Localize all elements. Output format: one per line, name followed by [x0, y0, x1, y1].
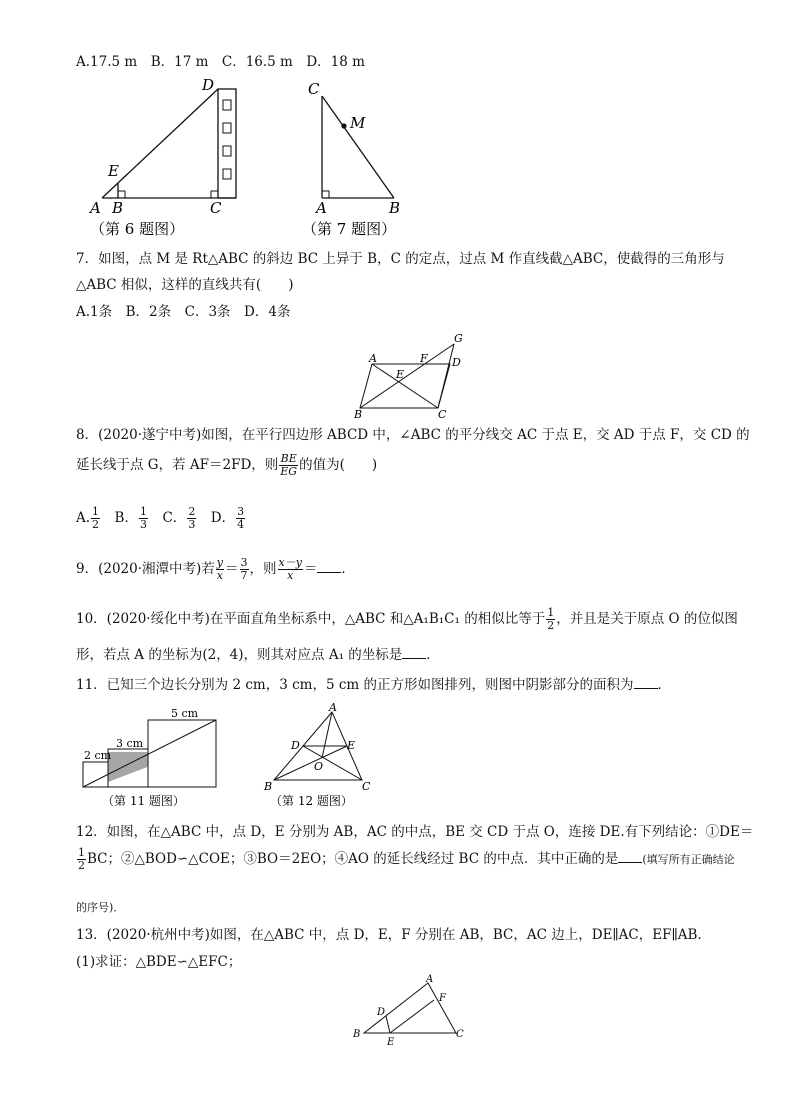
- fig11-label-5cm: 5 cm: [171, 707, 199, 720]
- fig7-caption: （第 7 题图）: [302, 220, 397, 238]
- q12-frac-num: 1: [78, 846, 85, 859]
- q9-answer-blank[interactable]: [317, 560, 341, 573]
- q12-line2-text: BC；②△BOD∽△COE；③BO＝2EO；④AO 的延长线经过 BC 的中点．其中正确的是: [87, 851, 619, 867]
- fig6-caption: （第 6 题图）: [90, 220, 185, 238]
- figure-12: [258, 702, 378, 810]
- q10-end: ．: [426, 647, 440, 663]
- fig8-label-d: D: [452, 356, 461, 369]
- q8-fraction-be-eg: [279, 453, 298, 478]
- q8-opt-d-label: D．: [197, 510, 236, 526]
- q9-pre: 9．(2020·湘潭中考)若: [76, 561, 215, 577]
- q8-opt-b-label: B．: [101, 510, 138, 526]
- fig6-building: [218, 89, 236, 198]
- q8-opt-d-num: 3: [237, 505, 245, 518]
- q9-f2-num: 3: [240, 556, 248, 569]
- q10-line1: [76, 606, 738, 632]
- fig6-window: [223, 169, 231, 179]
- q8-opt-b: [139, 506, 148, 531]
- fig11-square-2cm: [83, 762, 108, 787]
- fig8-label-b: B: [354, 408, 363, 420]
- q9-frac-y-x: [216, 557, 224, 582]
- q12-line2-tail: (填写所有正确结论: [642, 853, 735, 866]
- fig11-square-5cm: [148, 720, 216, 787]
- q10-frac-den: 2: [547, 619, 555, 632]
- q12-line1: 12．如图，在△ABC 中，点 D，E 分别为 AB，AC 的中点，BE 交 CD 于点 O，连接 DE.有下列结论：①DE＝: [76, 824, 754, 840]
- q7-line2: △ABC 相似，这样的直线共有( ): [76, 277, 294, 293]
- fig7-label-b: B: [389, 199, 401, 217]
- fig11-label-3cm: 3 cm: [116, 737, 144, 750]
- fig11-shaded-region: [108, 752, 148, 782]
- q10-line1-pre: 10．(2020·绥化中考)在平面直角坐标系中，△ABC 和△A₁B₁C₁ 的相似比等于: [76, 611, 546, 627]
- fig6-window: [223, 146, 231, 156]
- fig12-segment-be: [274, 746, 347, 780]
- q8-opt-c-num: 2: [188, 505, 196, 518]
- figure-7: [300, 76, 420, 238]
- fig6-label-e: E: [108, 162, 119, 180]
- q9-post: ＝: [303, 561, 318, 577]
- q8-opt-b-num: 1: [139, 505, 147, 518]
- fig13-label-d: D: [377, 1007, 386, 1018]
- q9-line: [76, 556, 355, 582]
- q8-opt-c-den: 3: [188, 518, 196, 531]
- q11-line: [76, 675, 671, 695]
- q10-frac-num: 1: [547, 606, 555, 619]
- q8-opt-d-den: 4: [237, 518, 245, 531]
- q6-options: A.17.5 m B．17 m C．16.5 m D．18 m: [76, 54, 365, 70]
- figure-8: [350, 330, 470, 420]
- q9-mid: ，则: [249, 561, 277, 577]
- q10-answer-blank[interactable]: [402, 646, 426, 659]
- fig8-label-c: C: [438, 408, 447, 420]
- q9-f3-num: x－y: [278, 556, 302, 569]
- figure-13: [346, 973, 476, 1049]
- q13-line1: 13．(2020·杭州中考)如图，在△ABC 中，点 D，E，F 分别在 AB，BC，AC 边上，DE∥AC，EF∥AB.: [76, 927, 702, 943]
- q8-opt-b-den: 3: [139, 518, 147, 531]
- q8-options: [76, 505, 246, 531]
- q8-line2-pre: 延长线于点 G，若 AF＝2FD，则: [76, 457, 279, 473]
- fig13-label-c: C: [456, 1029, 464, 1040]
- q7-options: A.1条 B．2条 C．3条 D．4条: [76, 304, 291, 320]
- q9-f2-den: 7: [240, 569, 248, 582]
- fig8-label-a: A: [369, 352, 377, 365]
- figure-11: [76, 702, 226, 810]
- q12-answer-blank[interactable]: [618, 850, 642, 863]
- q9-end: ．: [341, 561, 355, 577]
- fig6-window: [223, 123, 231, 133]
- fig12-label-e: E: [347, 739, 356, 752]
- fig13-label-f: F: [439, 993, 446, 1004]
- q12-line3: 的序号)．: [76, 901, 125, 914]
- fig6-label-c: C: [210, 199, 222, 217]
- fig11-caption: （第 11 题图）: [102, 794, 185, 808]
- q9-eq: ＝: [225, 561, 239, 577]
- q10-frac-1-2: [546, 607, 555, 632]
- fig6-right-angle-b: [118, 191, 125, 198]
- fig6-hypotenuse: [102, 89, 218, 198]
- fig7-right-angle: [322, 191, 329, 198]
- q12-frac-den: 2: [78, 859, 85, 872]
- q8-line1: 8．(2020·遂宁中考)如图，在平行四边形 ABCD 中，∠ABC 的平分线交 AC 于点 E，交 AD 于点 F，交 CD 的: [76, 427, 750, 443]
- fig6-label-d: D: [202, 76, 215, 94]
- fig7-point-m: [341, 123, 346, 128]
- fig8-diagonal-ac: [372, 364, 438, 408]
- q9-frac-xy-x: [278, 557, 303, 582]
- fig6-right-angle-c: [211, 191, 218, 198]
- q12-frac-1-2: [77, 847, 86, 872]
- fig11-label-2cm: 2 cm: [84, 749, 112, 762]
- q10-line2: [76, 645, 440, 665]
- q8-line2: [76, 452, 377, 478]
- q7-line1: 7．如图，点 M 是 Rt△ABC 的斜边 BC 上异于 B，C 的定点，过点 M 作直线截△ABC，使截得的三角形与: [76, 251, 725, 267]
- fig8-label-f: F: [420, 352, 428, 365]
- q11-text: 11．已知三个边长分别为 2 cm，3 cm，5 cm 的正方形如图排列，则图中阴影部分的面积为: [76, 677, 634, 693]
- q8-opt-c: [187, 506, 196, 531]
- q10-line2-text: 形，若点 A 的坐标为(2，4)，则其对应点 A₁ 的坐标是: [76, 647, 403, 663]
- figure-6: [86, 76, 246, 238]
- fig8-label-e: E: [396, 368, 405, 381]
- q11-answer-blank[interactable]: [634, 676, 658, 689]
- fig6-label-b: B: [112, 199, 124, 217]
- fig12-label-a: A: [329, 702, 337, 714]
- fig7-label-a: A: [316, 199, 327, 217]
- q8-opt-prefix: A.: [76, 510, 91, 526]
- fig12-label-o: O: [314, 760, 324, 773]
- fig8-label-g: G: [454, 332, 463, 345]
- fig12-segment-ao: [322, 712, 332, 758]
- q8-opt-c-label: C．: [148, 510, 187, 526]
- fig6-label-a: A: [90, 199, 101, 217]
- fig13-label-b: B: [353, 1029, 361, 1040]
- fig12-label-c: C: [362, 780, 371, 793]
- fig6-window: [223, 100, 231, 110]
- q11-end: ．: [657, 677, 671, 693]
- q8-opt-a: [91, 506, 100, 531]
- q8-frac-den: EG: [280, 465, 298, 478]
- q12-line2: [76, 846, 735, 873]
- fig13-segment-ef: [390, 1000, 434, 1033]
- fig13-label-e: E: [387, 1037, 395, 1048]
- q13-sub1: (1)求证：△BDE∽△EFC；: [76, 954, 242, 970]
- q9-f1-num: y: [216, 556, 223, 569]
- q10-line1-post: ，并且是关于原点 O 的位似图: [556, 611, 738, 627]
- fig13-label-a: A: [426, 974, 434, 985]
- fig13-segment-de: [386, 1016, 390, 1033]
- q8-opt-a-den: 2: [92, 518, 100, 531]
- q8-opt-d: [236, 506, 245, 531]
- q9-f1-den: x: [216, 569, 223, 582]
- q8-opt-a-num: 1: [92, 505, 100, 518]
- fig7-label-m: M: [350, 114, 366, 132]
- fig12-label-d: D: [291, 739, 300, 752]
- fig7-label-c: C: [308, 80, 320, 98]
- q8-frac-num: BE: [280, 452, 297, 465]
- q9-frac-3-7: [240, 557, 249, 582]
- fig7-hypotenuse-bc: [322, 96, 394, 198]
- fig12-label-b: B: [264, 780, 273, 793]
- q9-f3-den: x: [287, 569, 294, 582]
- q8-line2-post: 的值为( ): [299, 457, 378, 473]
- fig12-caption: （第 12 题图）: [270, 794, 353, 808]
